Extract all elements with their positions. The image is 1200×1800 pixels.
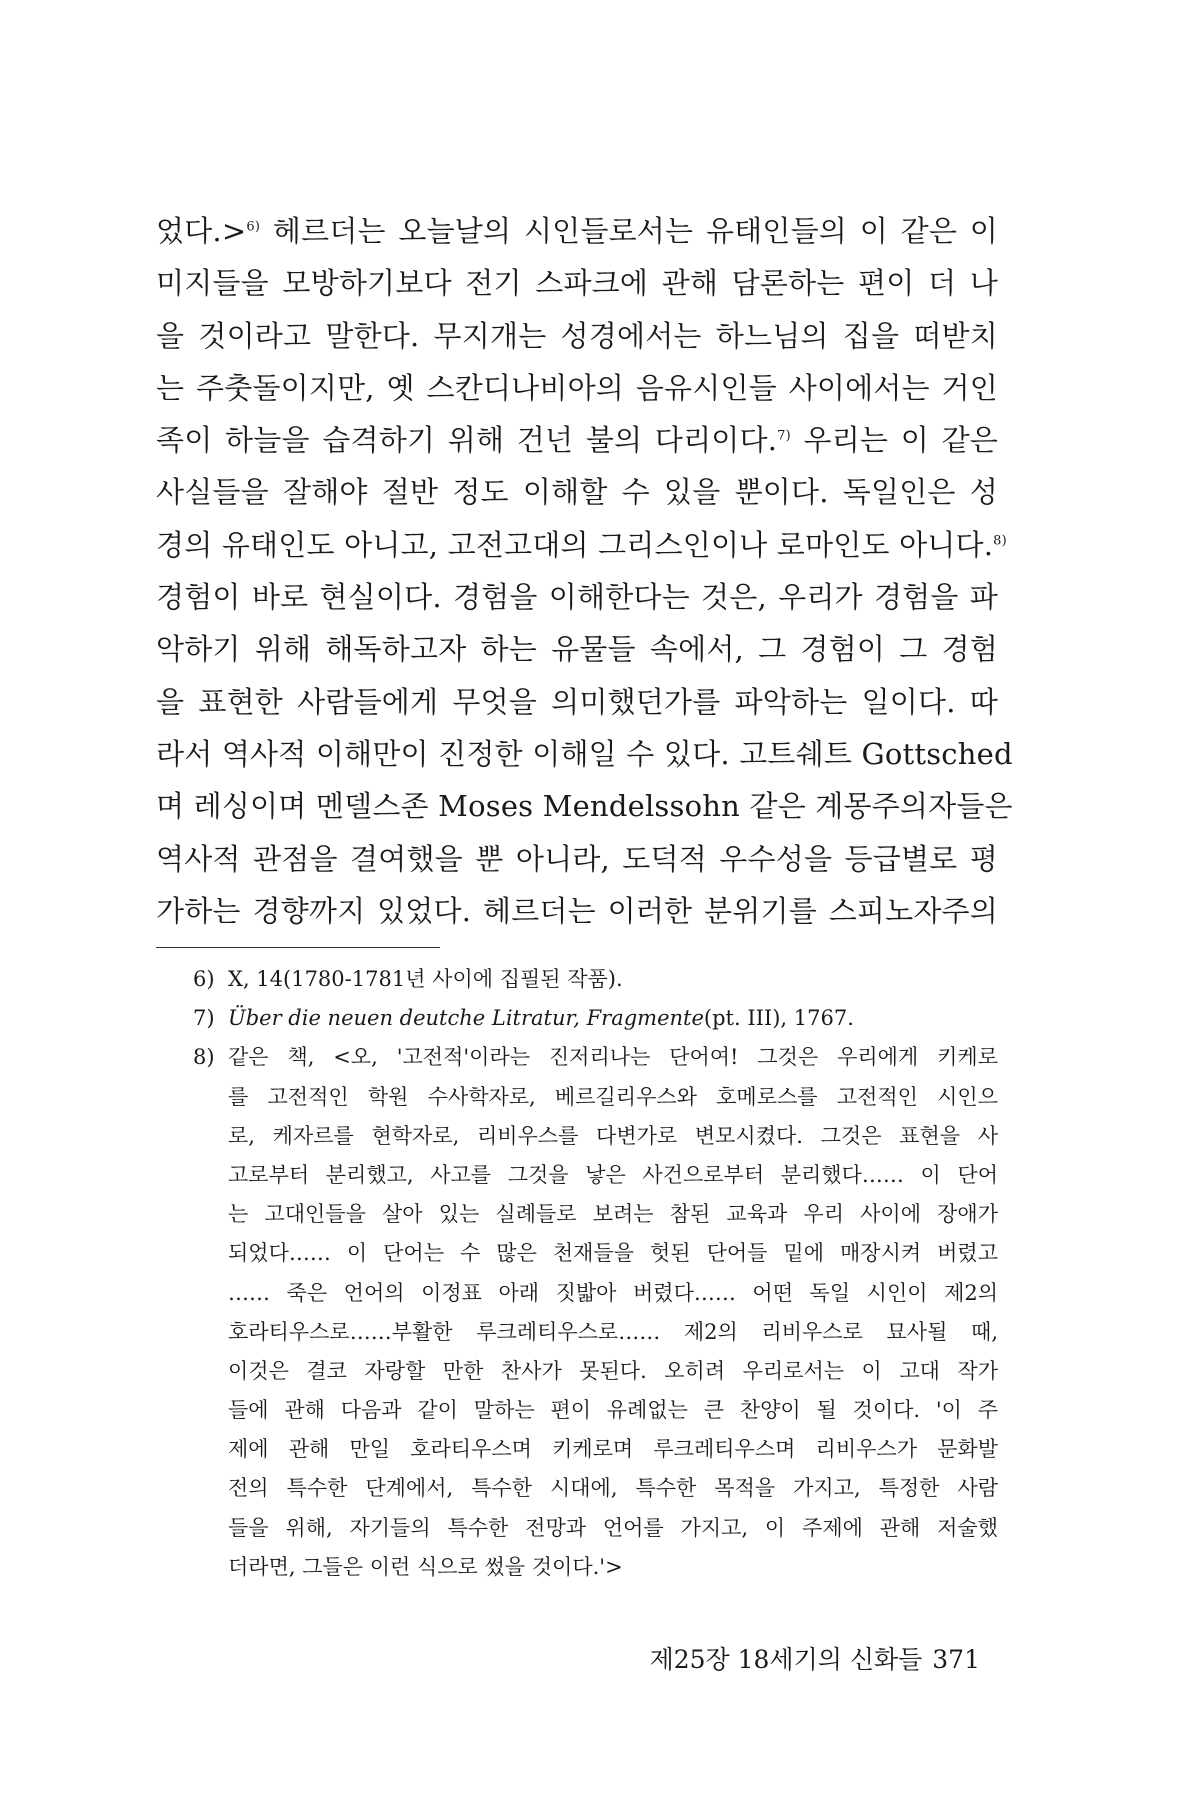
footnote-6 [193,960,998,999]
body-line [156,414,998,466]
footnote-number: 7) [193,1006,215,1031]
footnote-ref-6[interactable]: 6) [246,219,261,235]
body-line: 사실들을 잘해야 절반 정도 이해할 수 있을 뿐이다. 독일인은 성 [156,475,998,510]
footnote-line: 들을 위해, 자기들의 특수한 전망과 언어를 가지고, 이 주제에 관해 저술했 [228,1515,998,1540]
body-line-text: 우리는 이 같은 [790,423,998,458]
footnote-line: 호라티우스로……부활한 루크레티우스로…… 제2의 리비우스로 묘사될 때, [228,1319,998,1344]
footnote-line: 전의 특수한 단계에서, 특수한 시대에, 특수한 목적을 가지고, 특정한 사람 [228,1476,998,1501]
body-line-text: 경의 유태인도 아니고, 고전고대의 그리스인이나 로마인도 아니다. [156,527,994,562]
main-text [156,205,1013,937]
body-line: 라서 역사적 이해만이 진정한 이해일 수 있다. 고트쉐트 Gottsched [156,736,1013,771]
footnote-line: 고로부터 분리했고, 사고를 그것을 낳은 사건으로부터 분리했다…… 이 단어 [228,1162,998,1187]
footnote-line: 를 고전적인 학원 수사학자로, 베르길리우스와 호메로스를 고전적인 시인으 [228,1084,998,1109]
body-line: 는 주춧돌이지만, 옛 스칸디나비아의 음유시인들 사이에서는 거인 [156,370,998,405]
footnote-8 [193,1038,998,1587]
footnote-7 [193,999,998,1038]
footnote-line: 같은 책, <오, '고전적'이라는 진저리나는 단어여! 그것은 우리에게 키케로 [228,1045,998,1070]
body-line: 미지들을 모방하기보다 전기 스파크에 관해 담론하는 편이 더 나 [156,266,998,301]
footnote-number: 8) [193,1045,215,1070]
body-line-text: 족이 하늘을 습격하기 위해 건넌 불의 다리이다. [156,423,778,458]
body-line [156,205,998,257]
body-line: 악하기 위해 해독하고자 하는 유물들 속에서, 그 경험이 그 경험 [156,632,998,667]
footnote-line: 더라면, 그들은 이런 식으로 썼을 것이다.'> [228,1554,623,1579]
footnotes [193,960,998,1587]
body-line: 가하는 경향까지 있었다. 헤르더는 이러한 분위기를 스피노자주의 [156,893,998,928]
footnote-divider [156,947,440,948]
body-line [156,519,1007,571]
body-line: 경험이 바로 현실이다. 경험을 이해한다는 것은, 우리가 경험을 파 [156,580,998,615]
body-line-text: 었다.> [156,214,247,248]
footnote-line: 되었다…… 이 단어는 수 많은 천재들을 헛된 단어들 밑에 매장시켜 버렸고 [228,1241,998,1266]
footnote-text [228,999,998,1038]
running-footer [0,1640,980,1676]
footnote-line: 이것은 결코 자랑할 만한 찬사가 못된다. 오히려 우리로서는 이 고대 작가 [228,1358,998,1383]
body-line-text: 헤르더는 오늘날의 시인들로서는 유태인들의 이 같은 이 [260,214,998,248]
footnote-number: 6) [193,967,215,991]
footnote-line: 는 고대인들을 살아 있는 실례들로 보려는 참된 교육과 우리 사이에 장애가 [228,1202,998,1227]
footnote-line: 로, 케자르를 현학자로, 리비우스를 다변가로 변모시켰다. 그것은 표현을 사 [228,1123,998,1148]
body-line: 며 레싱이며 멘델스존 Moses Mendelssohn 같은 계몽주의자들은 [156,789,1013,824]
footnote-line: …… 죽은 언어의 이정표 아래 짓밟아 버렸다…… 어떤 독일 시인이 제2의 [228,1280,998,1305]
footnote-ref-8[interactable]: 8) [993,533,1007,549]
footnote-ref-7[interactable]: 7) [777,428,791,444]
footnote-text: X, 14(1780-1781년 사이에 집필된 작품). [228,967,623,991]
footnote-citation: (pt. III), 1767. [703,1006,854,1031]
chapter-title: 제25장 18세기의 신화들 [649,1645,923,1674]
footnote-line: 들에 관해 다음과 같이 말하는 편이 유례없는 큰 찬양이 될 것이다. '이 주 [228,1398,998,1423]
work-title: Über die neuen deutche Litratur, Fragmente [228,1006,704,1031]
page-number: 371 [932,1645,980,1674]
body-line: 을 표현한 사람들에게 무엇을 의미했던가를 파악하는 일이다. 따 [156,684,998,719]
footnote-line: 제에 관해 만일 호라티우스며 키케로며 루크레티우스며 리비우스가 문화발 [228,1437,998,1462]
body-line: 을 것이라고 말한다. 무지개는 성경에서는 하느님의 집을 떠받치 [156,318,998,353]
body-line: 역사적 관점을 결여했을 뿐 아니라, 도덕적 우수성을 등급별로 평 [156,841,998,876]
